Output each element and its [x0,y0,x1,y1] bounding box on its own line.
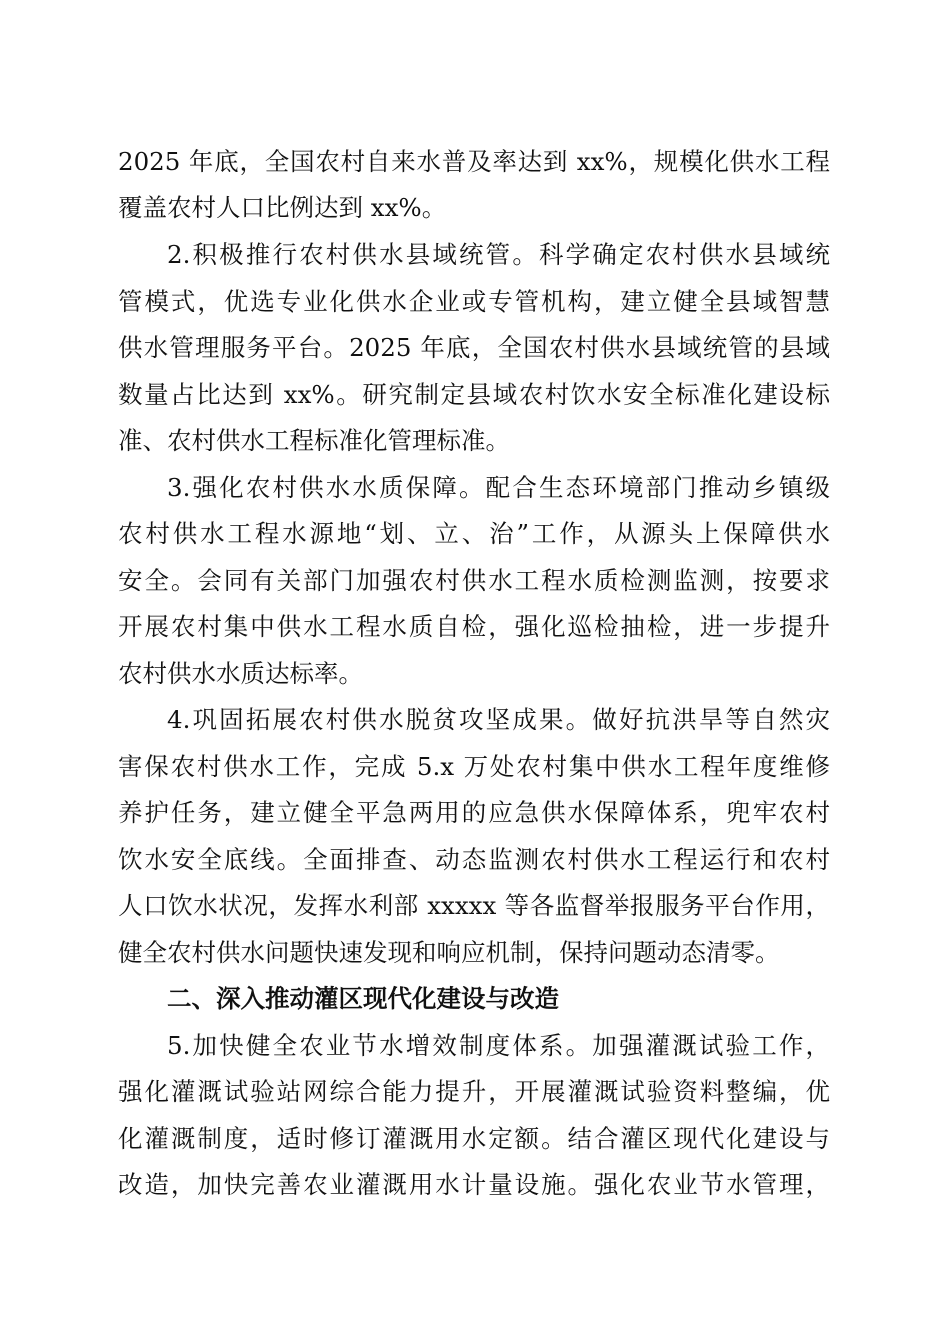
text-line: 覆盖农村人口比例达到 xx%。 [118,193,447,222]
text-line: 农村供水水质达标率。 [118,659,363,688]
paragraph-3-first-line: 3.强化农村供水水质保障。配合生态环境部门推动乡镇级 [167,473,830,502]
text-line: 准、农村供水工程标准化管理标准。 [118,426,510,455]
text-line: 养护任务，建立健全平急两用的应急供水保障体系，兜牢农村 [118,798,830,827]
text-line: 改造，加快完善农业灌溉用水计量设施。强化农业节水管理， [118,1170,830,1199]
text-line: 强化灌溉试验站网综合能力提升，开展灌溉试验资料整编，优 [118,1077,830,1106]
text-line: 供水管理服务平台。2025 年底，全国农村供水县域统管的县域 [118,333,830,362]
section-heading: 二、深入推动灌区现代化建设与改造 [167,984,559,1013]
text-line: 害保农村供水工作，完成 5.x 万处农村集中供水工程年度维修 [118,752,831,781]
paragraph-5-first-line: 5.加快健全农业节水增效制度体系。加强灌溉试验工作， [167,1031,830,1060]
text-line: 化灌溉制度，适时修订灌溉用水定额。结合灌区现代化建设与 [118,1124,830,1153]
text-line: 健全农村供水问题快速发现和响应机制，保持问题动态清零。 [118,938,780,967]
text-line: 管模式，优选专业化供水企业或专管机构，建立健全县域智慧 [118,287,830,316]
paragraph-4-first-line: 4.巩固拓展农村供水脱贫攻坚成果。做好抗洪旱等自然灾 [167,705,830,734]
text-line: 人口饮水状况，发挥水利部 xxxxx 等各监督举报服务平台作用， [118,891,830,920]
text-line: 数量占比达到 xx%。研究制定县域农村饮水安全标准化建设标 [118,380,830,409]
text-line: 2025 年底，全国农村自来水普及率达到 xx%，规模化供水工程 [118,147,830,176]
paragraph-2-first-line: 2.积极推行农村供水县域统管。科学确定农村供水县域统 [167,240,830,269]
text-line: 饮水安全底线。全面排查、动态监测农村供水工程运行和农村 [118,845,830,874]
text-line: 开展农村集中供水工程水质自检，强化巡检抽检，进一步提升 [118,612,830,641]
text-line: 安全。会同有关部门加强农村供水工程水质检测监测，按要求 [118,566,830,595]
text-line: 农村供水工程水源地“划、立、治”工作，从源头上保障供水 [118,519,830,548]
